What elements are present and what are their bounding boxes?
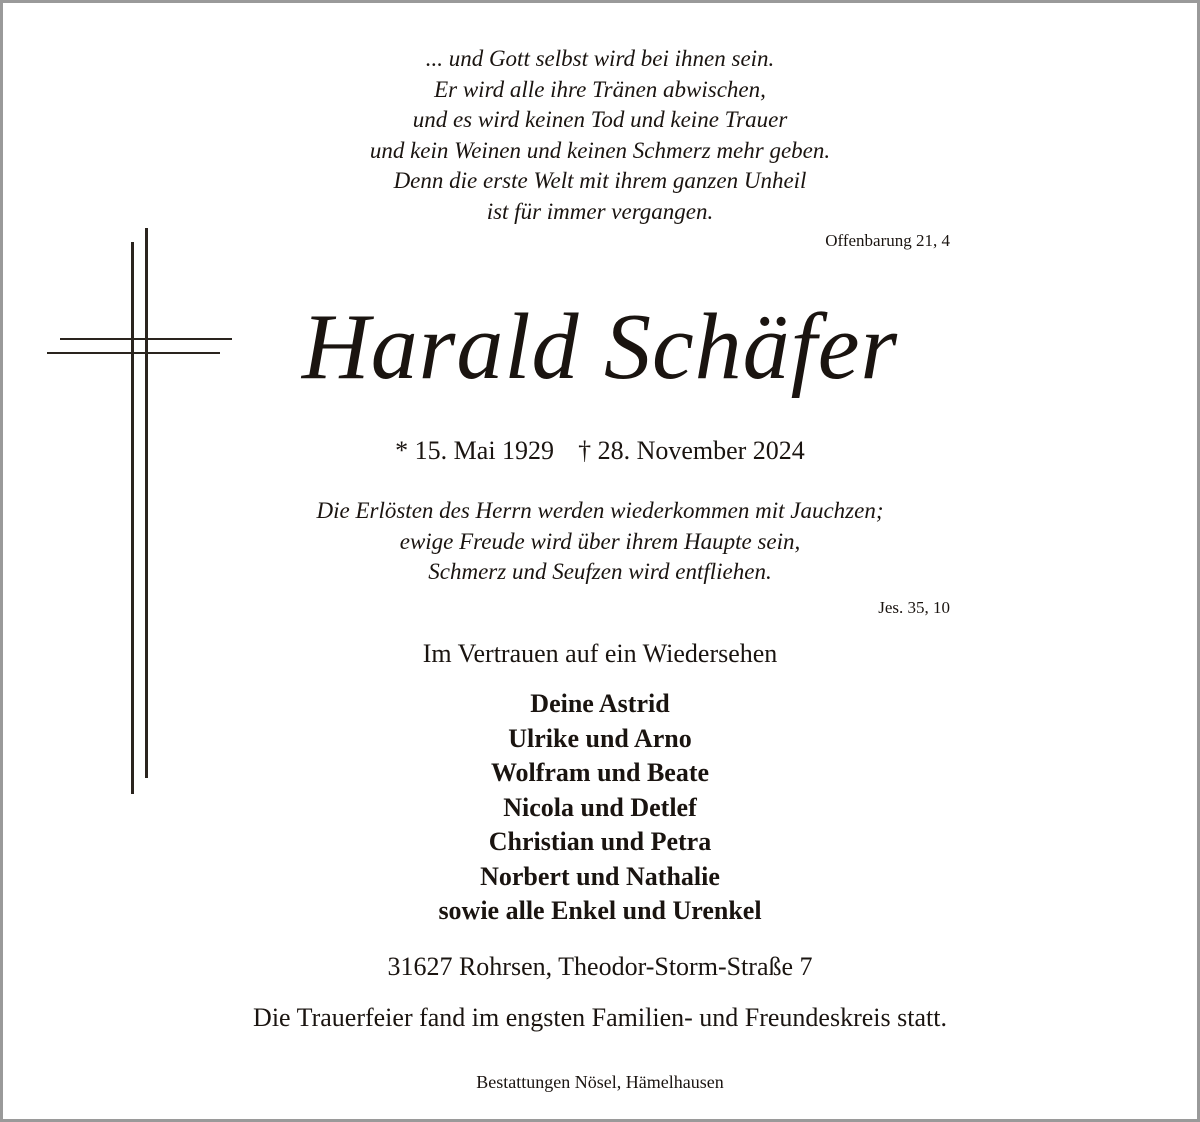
mourner: Nicola und Detlef (503, 792, 697, 822)
birth-date: * 15. Mai 1929 (395, 436, 555, 465)
mourner: sowie alle Enkel und Urenkel (438, 896, 762, 925)
intro-line: Im Vertrauen auf ein Wiedersehen (422, 639, 778, 668)
death-date: † 28. November 2024 (578, 436, 805, 465)
verse-reference: Offenbarung 21, 4 (825, 231, 950, 250)
mourners-list (0, 687, 1200, 929)
verse-line: und kein Weinen und keinen Schmerz mehr geben. (369, 137, 831, 163)
mourner: Deine Astrid (530, 689, 670, 718)
mourner: Wolfram und Beate (490, 758, 710, 787)
address: 31627 Rohrsen, Theodor-Storm-Straße 7 (387, 952, 813, 981)
deceased-name: Harald Schäfer (301, 295, 899, 399)
verse-line: Die Erlösten des Herrn werden wiederkommen mit Jauchzen; (316, 498, 884, 523)
verse-line: Denn die erste Welt mit ihrem ganzen Unheil (393, 168, 807, 193)
life-dates (0, 435, 1200, 467)
mourner: Norbert und Nathalie (480, 861, 720, 891)
verse-line: und es wird keinen Tod und keine Trauer (412, 107, 788, 132)
verse-line: ... und Gott selbst wird bei ihnen sein. (425, 46, 775, 71)
verse-line: Schmerz und Seufzen wird entfliehen. (428, 559, 772, 584)
verse-reference-2: Jes. 35, 10 (878, 598, 950, 617)
opening-verse (0, 44, 1200, 227)
ceremony-note: Die Trauerfeier fand im engsten Familien- und Freundeskreis statt. (253, 1003, 947, 1032)
mourner: Christian und Petra (488, 827, 712, 856)
verse-line: ist für immer vergangen. (486, 198, 714, 224)
verse-line: Er wird alle ihre Tränen abwischen, (434, 76, 766, 102)
undertaker: Bestattungen Nösel, Hämelhausen (476, 1072, 724, 1092)
mourner: Ulrike und Arno (508, 723, 692, 753)
second-verse (0, 496, 1200, 588)
verse-line: ewige Freude wird über ihrem Haupte sein, (399, 528, 801, 554)
